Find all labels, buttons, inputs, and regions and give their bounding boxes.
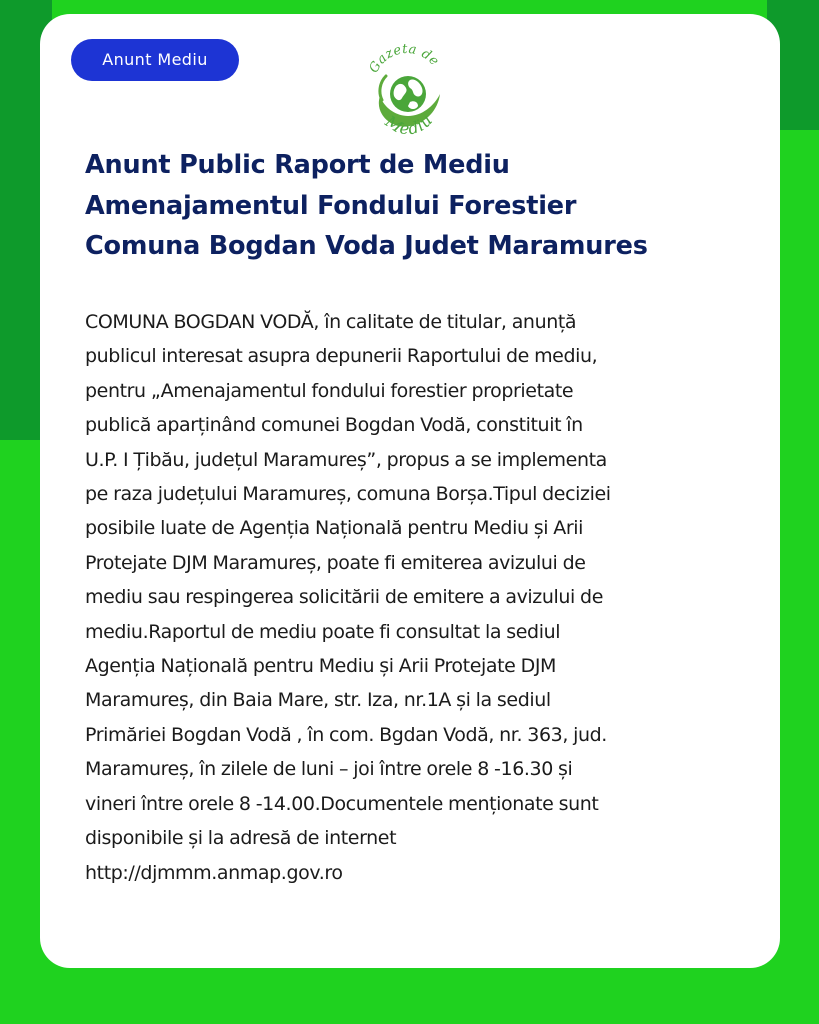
page-title: [85, 145, 755, 267]
globe-leaf-logo-icon: [352, 34, 462, 144]
announcement-body: COMUNA BOGDAN VODĂ, în calitate de titular, anunță publicul interesat asupra depunerii Raportului de mediu, pentru „Amenajamentul fondului forestier proprietate publică aparținând comunei Bogdan Vodă, constituit în U.P. I Țibău, județul Maramureș”, propus a se implementa pe raza județului Maramureș, comuna Borșa.Tipul deciziei posibile luate de Agenția Națională pentru Mediu și Arii Protejate DJM Maramureș, poate fi emiterea avizului de mediu sau respingerea solicitării de emitere a avizului de mediu.Raportul de mediu poate fi consultat la sediul Agenția Națională pentru Mediu și Arii Protejate DJM Maramureș, din Baia Mare, str. Iza, nr.1A și la sediul Primăriei Bogdan Vodă , în com. Bgdan Vodă, nr. 363, jud. Maramureș, în zilele de luni – joi între orele 8 -16.30 și vineri între orele 8 -14.00.Documentele menționate sunt disponibile și la adresă de internet http://djmmm.anmap.gov.ro: [85, 311, 611, 884]
svg-text:Mediu: Mediu: [381, 110, 437, 139]
title-line-2: Amenajamentul Fondului Forestier: [85, 190, 577, 221]
svg-text:Gazeta de: Gazeta de: [366, 41, 442, 76]
title-line-3: Comuna Bogdan Voda Judet Maramures: [85, 231, 648, 261]
category-badge[interactable]: Anunt Mediu: [71, 39, 239, 81]
title-line-1: Anunt Public Raport de Mediu: [85, 150, 510, 180]
gazeta-de-mediu-logo[interactable]: [352, 34, 462, 144]
announcement-card: [40, 14, 780, 968]
